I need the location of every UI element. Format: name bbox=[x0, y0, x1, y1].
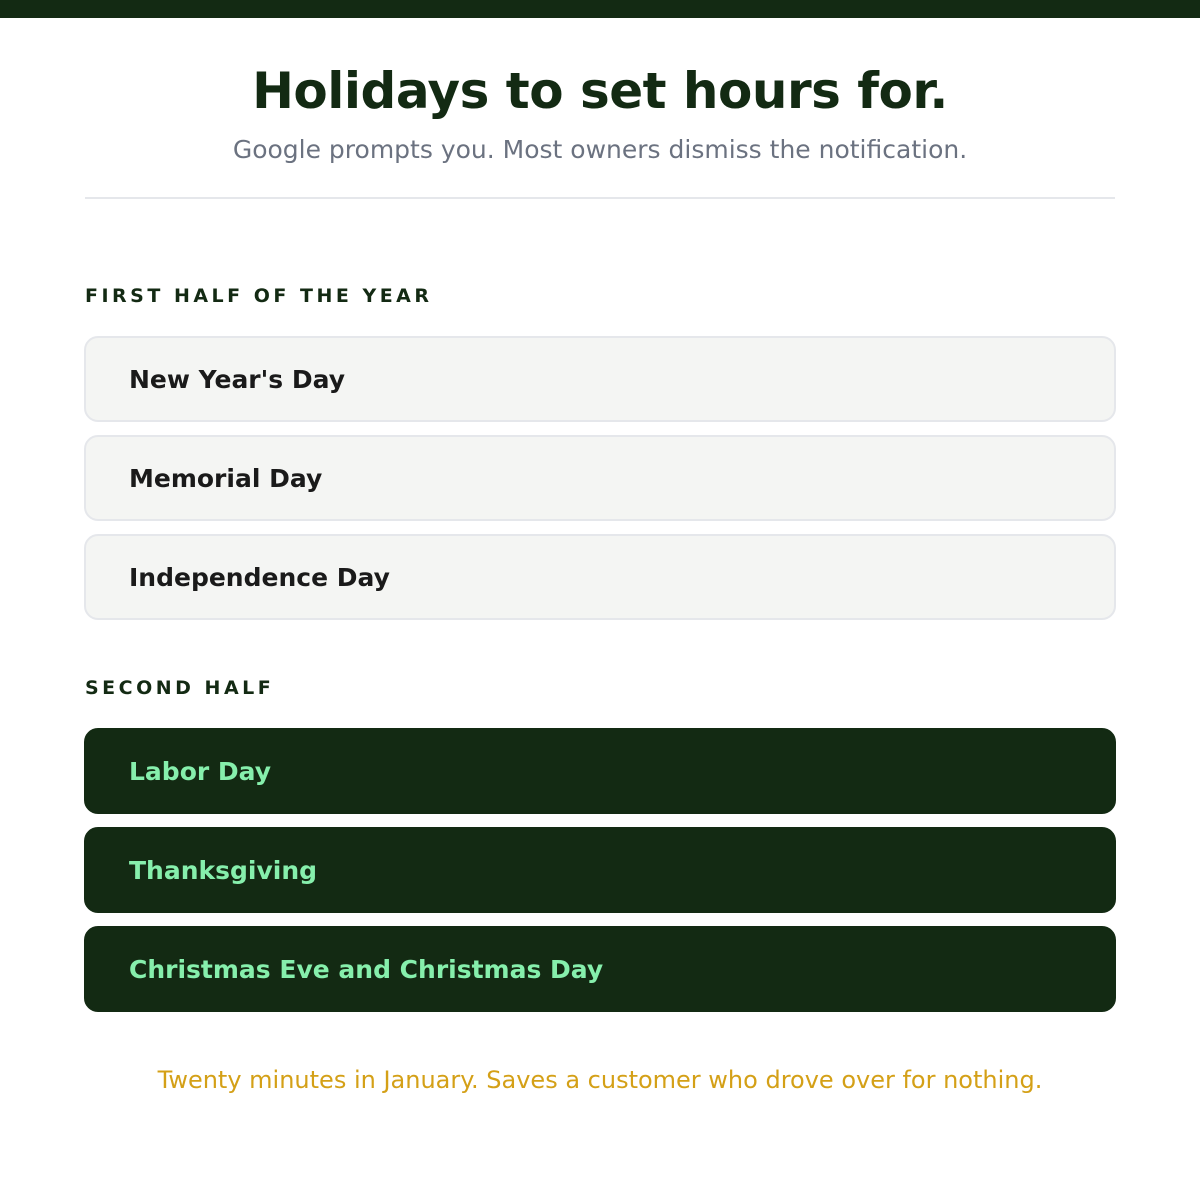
second-half-holiday-list bbox=[84, 728, 1116, 1025]
page-header bbox=[0, 60, 1200, 166]
top-accent-bar bbox=[0, 0, 1200, 18]
holiday-item-thanksgiving: Thanksgiving bbox=[84, 827, 1116, 913]
holiday-item-labor-day: Labor Day bbox=[84, 728, 1116, 814]
section-heading-second-half: SECOND HALF bbox=[85, 677, 275, 699]
footer-note: Twenty minutes in January. Saves a customer who drove over for nothing. bbox=[157, 1066, 1043, 1094]
holiday-item-memorial-day: Memorial Day bbox=[84, 435, 1116, 521]
page-title: Holidays to set hours for. bbox=[252, 62, 948, 120]
header-divider bbox=[85, 197, 1115, 199]
first-half-holiday-list bbox=[84, 336, 1116, 633]
section-heading-first-half: FIRST HALF OF THE YEAR bbox=[85, 285, 433, 307]
page-subtitle: Google prompts you. Most owners dismiss the notification. bbox=[232, 135, 968, 164]
holiday-item-christmas: Christmas Eve and Christmas Day bbox=[84, 926, 1116, 1012]
holiday-item-new-years-day: New Year's Day bbox=[84, 336, 1116, 422]
holiday-item-independence-day: Independence Day bbox=[84, 534, 1116, 620]
